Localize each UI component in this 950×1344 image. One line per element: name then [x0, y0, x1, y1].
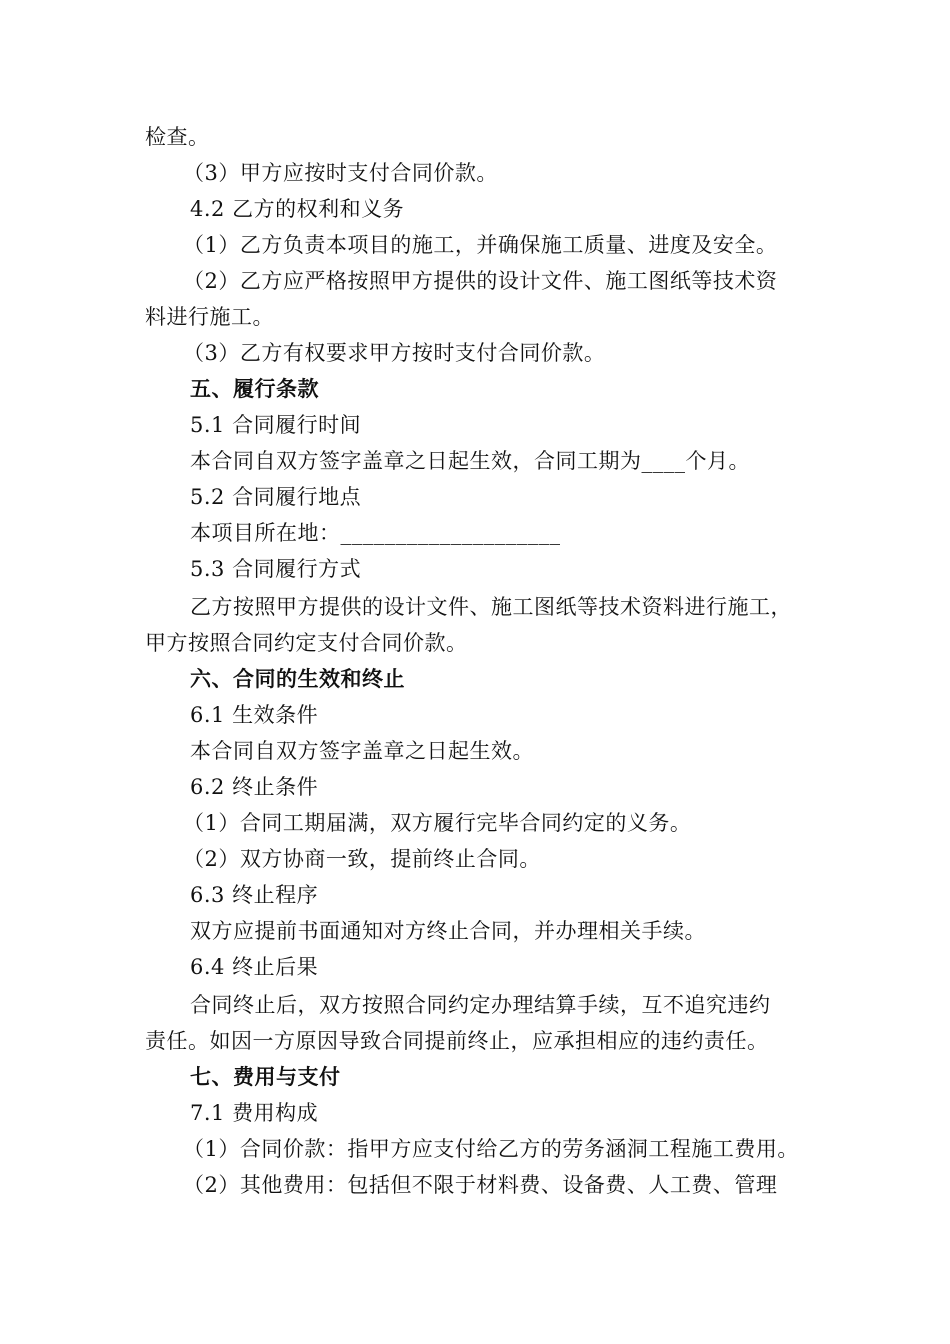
section-heading: 6.2 终止条件 [190, 775, 319, 799]
text-line: （2）其他费用：包括但不限于材料费、设备费、人工费、管理 [183, 1173, 778, 1197]
section-heading: 4.2 乙方的权利和义务 [190, 197, 405, 221]
text-line: （2）双方协商一致，提前终止合同。 [183, 847, 541, 871]
chapter-heading: 五、履行条款 [190, 376, 319, 401]
section-heading: 5.1 合同履行时间 [190, 413, 362, 437]
text-line: （1）合同价款：指甲方应支付给乙方的劳务涵洞工程施工费用。 [183, 1137, 799, 1161]
text-line: 本合同自双方签字盖章之日起生效，合同工期为____个月。 [190, 449, 750, 473]
text-line: 合同终止后，双方按照合同约定办理结算手续，互不追究违约 [190, 993, 771, 1017]
text-line: 检查。 [145, 125, 210, 149]
section-heading: 6.1 生效条件 [190, 703, 319, 727]
text-line: 双方应提前书面通知对方终止合同，并办理相关手续。 [190, 919, 706, 943]
section-heading: 6.4 终止后果 [190, 955, 319, 979]
text-line: （1）合同工期届满，双方履行完毕合同约定的义务。 [183, 811, 692, 835]
text-line: 料进行施工。 [145, 305, 274, 329]
text-line: 本合同自双方签字盖章之日起生效。 [190, 739, 534, 763]
text-line: 责任。如因一方原因导致合同提前终止，应承担相应的违约责任。 [145, 1029, 769, 1053]
text-line: 乙方按照甲方提供的设计文件、施工图纸等技术资料进行施工， [190, 595, 792, 619]
text-line: （1）乙方负责本项目的施工，并确保施工质量、进度及安全。 [183, 233, 778, 257]
chapter-heading: 六、合同的生效和终止 [190, 666, 405, 691]
text-line: （3）乙方有权要求甲方按时支付合同价款。 [183, 341, 606, 365]
text-line: （2）乙方应严格按照甲方提供的设计文件、施工图纸等技术资 [183, 269, 778, 293]
section-heading: 5.2 合同履行地点 [190, 485, 362, 509]
text-line: 甲方按照合同约定支付合同价款。 [145, 631, 468, 655]
section-heading: 5.3 合同履行方式 [190, 557, 362, 581]
section-heading: 6.3 终止程序 [190, 883, 319, 907]
chapter-heading: 七、费用与支付 [190, 1064, 341, 1089]
section-heading: 7.1 费用构成 [190, 1101, 319, 1125]
text-line: 本项目所在地：____________________ [190, 521, 561, 545]
text-line: （3）甲方应按时支付合同价款。 [183, 161, 498, 185]
